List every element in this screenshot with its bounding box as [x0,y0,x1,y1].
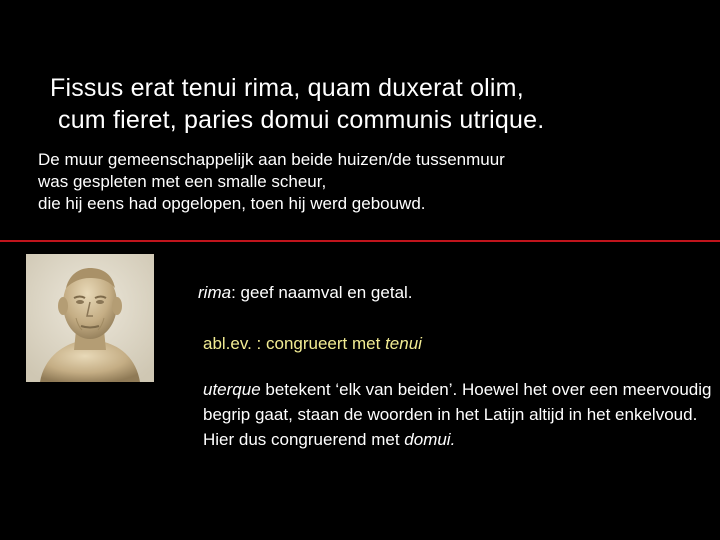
translation-line-3: die hij eens had opgelopen, toen hij werd gebouwd. [38,194,426,213]
dutch-translation [38,149,698,215]
translation-line-2: was gespleten met een smalle scheur, [38,172,327,191]
question-text: : geef naamval en getal. [231,283,413,302]
question-rima [198,282,413,304]
latin-line-1: Fissus erat tenui rima, quam duxerat olim, [50,74,524,102]
latin-line-2: cum fieret, paries domui communis utrique. [58,106,545,134]
bust-portrait-icon [26,254,154,382]
answer1-term: tenui [385,334,422,353]
answer-rima [203,333,422,355]
answer1-text: abl.ev. : congrueert met [203,334,386,353]
answer2-text: betekent ‘elk van beiden’. Hoewel het over een meervoudig begrip gaat, staan de woorden in het Latijn altijd in het enkelvoud. Hier dus congruerend met [203,380,712,449]
red-divider [0,240,720,242]
explanation-uterque [203,377,713,452]
question-term: rima [198,283,232,302]
translation-line-1: De muur gemeenschappelijk aan beide huizen/de tussenmuur [38,150,505,169]
answer2-term2: domui. [404,430,456,449]
answer2-term: uterque [203,380,261,399]
latin-verse [50,72,690,136]
